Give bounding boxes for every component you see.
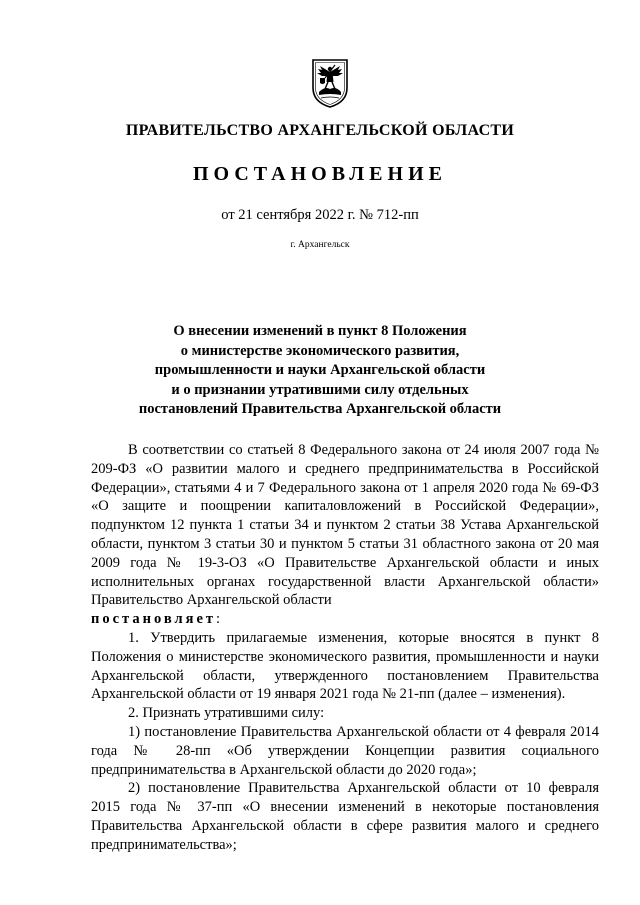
item-2-1-paragraph: 1) постановление Правительства Архангельской области от 4 февраля 2014 года № 28-пп «Об утверждении Концепции развития социального предпринимательства в Архангельской области до 2020 года»;: [91, 723, 599, 778]
document-date-number: от 21 сентября 2022 г. № 712-пп: [221, 207, 419, 223]
preamble-paragraph: В соответствии со статьей 8 Федерального закона от 24 июля 2007 года № 209-ФЗ «О развитии малого и среднего предпринимательства в Российской Федерации», статьями 4 и 7 Федерального закона от 1 апреля 2020 года № 69-ФЗ «О защите и поощрении капиталовложений в Российской Федерации», подпунктом 12 пункта 1 статьи 34 и пунктом 2 статьи 38 Устава Архангельской области, пунктом 3 статьи 30 и пунктом 5 статьи 31 областного закона от 20 мая 2009 года № 19-3-ОЗ «О Правительстве Архангельской области и иных исполнительных органах государственной власти Архангельской области» Правительство Архангельской области: [91, 442, 599, 609]
item-1-paragraph: 1. Утвердить прилагаемые изменения, которые вносятся в пункт 8 Положения о министерстве экономического развития, промышленности и науки Архангельской области, утвержденного постановлением Правительства Архангельской области от 19 января 2021 года № 21-пп (далее – изменения).: [91, 629, 599, 703]
government-name: ПРАВИТЕЛЬСТВО АРХАНГЕЛЬСКОЙ ОБЛАСТИ: [125, 122, 515, 139]
subject-line: промышленности и науки Архангельской области: [154, 362, 486, 378]
decree-line: [91, 610, 599, 629]
subject-line: постановлений Правительства Архангельской области: [138, 401, 502, 417]
document-subject: [120, 322, 520, 420]
document-place: г. Архангельск: [290, 240, 350, 250]
subject-line: О внесении изменений в пункт 8 Положения: [173, 323, 467, 339]
item-2-2-paragraph: 2) постановление Правительства Архангельской области от 10 февраля 2015 года № 37-пп «О внесении изменений в некоторые постановления Правительства Архангельской области в сфере развития малого и среднего предпринимательства»;: [91, 780, 599, 853]
subject-line: о министерстве экономического развития,: [180, 342, 460, 359]
subject-line: и о признании утратившими силу отдельных: [171, 381, 469, 398]
coat-of-arms-icon: [311, 58, 349, 108]
decree-colon: :: [216, 611, 221, 628]
item-2-paragraph: 2. Признать утратившими силу:: [128, 705, 325, 722]
document-body: [91, 441, 599, 855]
document-type: ПОСТАНОВЛЕНИЕ: [193, 163, 447, 185]
decree-word: постановляет: [91, 611, 217, 628]
